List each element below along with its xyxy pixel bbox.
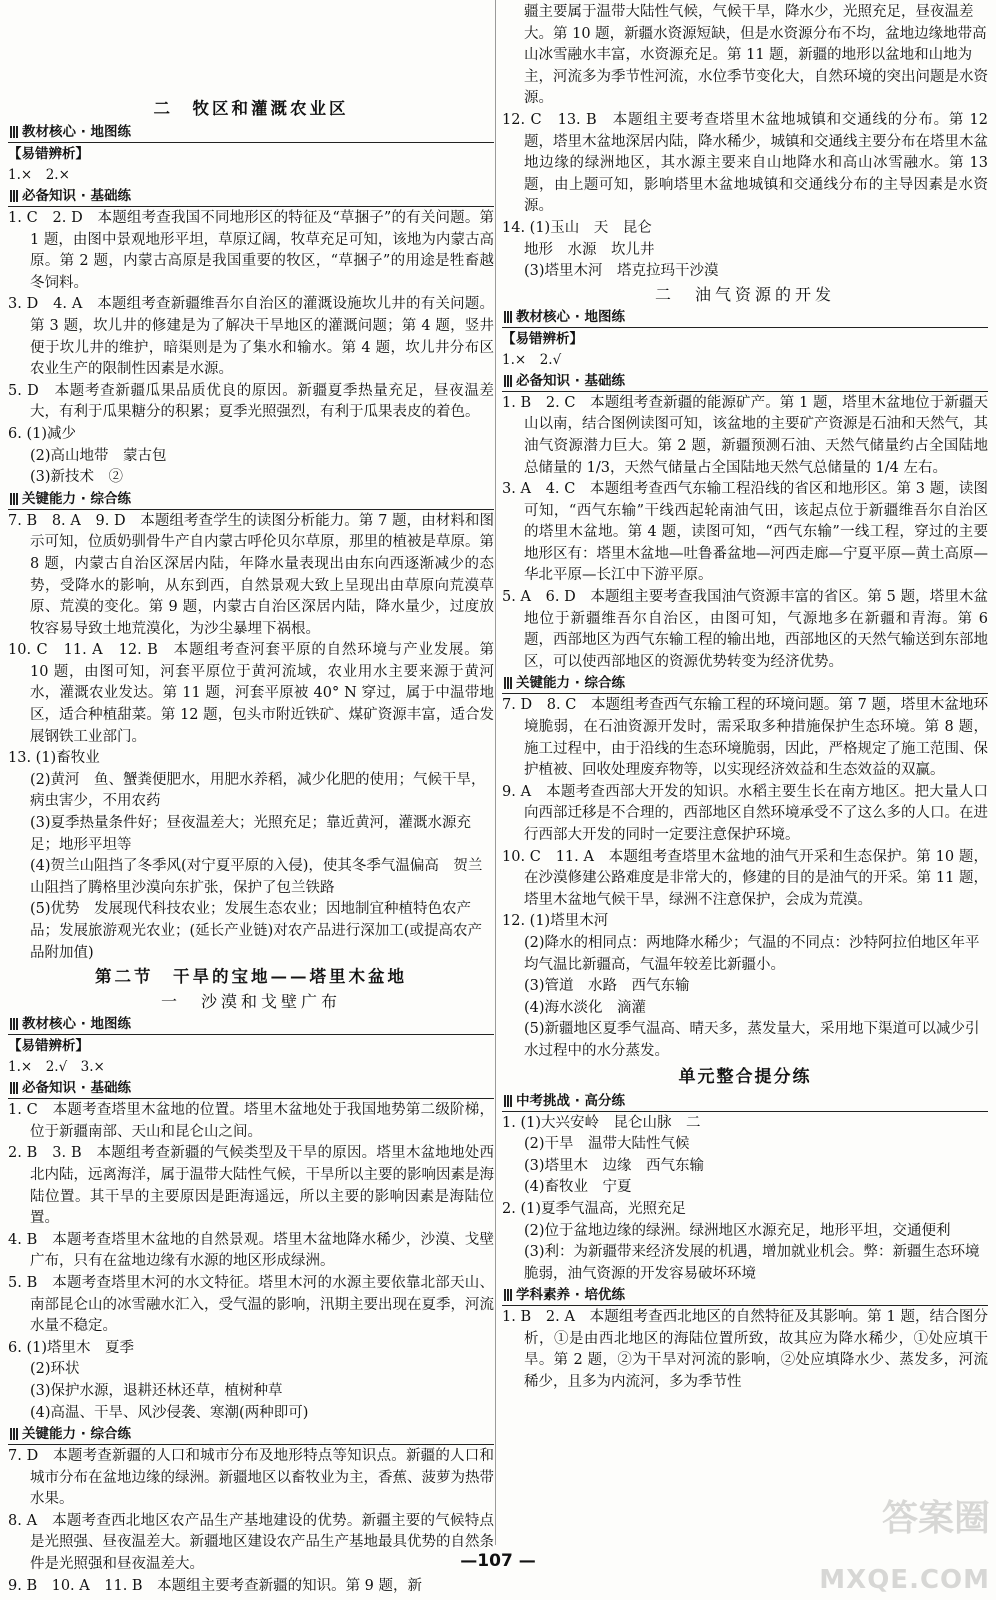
answer-line: 1.× 2.√ 3.× <box>8 1059 105 1076</box>
answer-item: 10. C 11. A 12. B 本题组考查河套平原的自然环境与产业发展。第 10 题，由图可知，河套平原位于黄河流域，农业用水主要来源于黄河水，灌溉农业发达。第 11 题，河套平原被 40° N 穿过，属于中温带地区，适合种植甜菜。第 12 题，包头市附近铁矿、煤矿资源丰富，适合发展钢铁工业部门。 <box>8 642 494 745</box>
page-number: —107 — <box>460 1551 536 1571</box>
sub-title: 二 油气资源的开发 <box>654 284 835 304</box>
answer-item: 8. A 本题考查西北地区农产品生产基地建设的优势。新疆主要的气候特点是光照强、昼夜温差大。新疆地区建设农产品生产基地最具优势的自然条件是光照强和昼夜温差大。 <box>8 1512 494 1573</box>
watermark-url: MXQE.COM <box>819 1565 990 1596</box>
answer-item: 9. B 10. A 11. B 本题组主要考查新疆的知识。第 9 题，新 <box>8 1577 423 1594</box>
answer-line: 1.× 2.× <box>8 167 70 183</box>
section-title: 第二节 干旱的宝地——塔里木盆地 <box>95 967 407 987</box>
answer-subitem: (3)塔里木 边缘 西气东输 <box>524 1157 705 1174</box>
section-bar: 关键能力 · 综合练 <box>8 489 494 510</box>
answer-item: 4. B 本题考查塔里木盆地的自然景观。塔里木盆地降水稀少，沙漠、戈壁广布，只有在盆地边缘有水源的地区形成绿洲。 <box>8 1231 494 1270</box>
answer-item: 14. (1)玉山 天 昆仑 <box>502 219 652 236</box>
answer-item: 12. C 13. B 本题组主要考查塔里木盆地城镇和交通线的分布。第 12 题，塔里木盆地深居内陆，降水稀少，城镇和交通线主要分布在塔里木盆地边缘的绿洲地区，其水源主要来自山地降水和高山冰雪融水。第 13 题，由上题可知，影响塔里木盆地城镇和交通线分布的主导因素是水资源。 <box>502 111 988 215</box>
section-bar: 教材核心 · 地图练 <box>8 1014 494 1035</box>
answer-item: 6. (1)减少 <box>8 425 76 442</box>
answer-subitem: (2)高山地带 蒙古包 <box>30 447 167 464</box>
answer-item: 3. A 4. C 本题组考查西气东输工程沿线的省区和地形区。第 3 题，读图可知，“西气东输”干线西起轮南油气田，该起点位于新疆维吾尔自治区的塔里木盆地。第 4 题，读图可知，“西气东输”一线工程，穿过的主要地形区有：塔里木盆地—吐鲁番盆地—河西走廊—宁夏平原—黄土高原—华北平原—长江中下游平原。 <box>502 481 988 584</box>
section-bar: 关键能力 · 综合练 <box>8 1424 494 1445</box>
left-column <box>8 0 494 1597</box>
answer-item: 1. C 2. D 本题组考查我国不同地形区的特征及“草捆子”的有关问题。第 1 题，由图中景观地形平坦，草原辽阔，牧草充足可知，该地为内蒙古高原。第 2 题，内蒙古高原是我国重要的牧区，“草捆子”的用途是牲畜越冬饲料。 <box>8 210 494 291</box>
answer-subitem: (3)保护水源，退耕还林还草，植树种草 <box>30 1382 283 1399</box>
error-analysis-tag: 【易错辨析】 <box>8 1038 89 1055</box>
answer-item: 5. B 本题考查塔里木河的水文特征。塔里木河的水源主要依靠北部天山、南部昆仑山的冰雪融水汇入，受气温的影响，汛期主要出现在夏季，河流水量不稳定。 <box>8 1274 494 1335</box>
answer-item: 5. A 6. D 本题组主要考查我国油气资源丰富的省区。第 5 题，塔里木盆地位于新疆维吾尔自治区，由图可知，气源地多在新疆和青海。第 6 题，西部地区为西气东输工程的输出地，西部地区的天然气输送到东部地区，可以使西部地区的资源优势转变为经济优势。 <box>502 589 988 670</box>
section-bar: 教材核心 · 地图练 <box>8 122 494 143</box>
unit-title: 单元整合提分练 <box>678 1066 812 1087</box>
answer-subitem: (3)管道 水路 西气东输 <box>524 978 690 995</box>
answer-subitem: (4)高温、干旱、风沙侵袭、寒潮(两种即可) <box>30 1404 309 1421</box>
answer-subitem: (3)夏季热量条件好；昼夜温差大；光照充足；靠近黄河，灌溉水源充足；地形平坦等 <box>30 815 472 853</box>
answer-subitem: (5)新疆地区夏季气温高、晴天多，蒸发量大，采用地下渠道可以减少引水过程中的水分蒸发。 <box>524 1021 980 1059</box>
answer-subitem: (3)新技术 ② <box>30 469 124 486</box>
answer-item: 6. (1)塔里木 夏季 <box>8 1339 134 1356</box>
answer-item: 2. B 3. B 本题组考查新疆的气候类型及干旱的原因。塔里木盆地地处西北内陆，远离海洋，属于温带大陆性气候，干旱所以主要的影响因素是海陆位置。其干旱的主要原因是距海遥远，所以主要的影响因素是海陆位置。 <box>8 1145 494 1227</box>
answer-item: 7. D 本题考查新疆的人口和城市分布及地形特点等知识点。新疆的人口和城市分布在盆地边缘的绿洲。新疆地区以畜牧业为主，香蕉、菠萝为热带水果。 <box>8 1448 494 1508</box>
answer-subitem: (4)贺兰山阻挡了冬季风(对宁夏平原的入侵)，使其冬季气温偏高 贺兰山阻挡了腾格里沙漠向东扩张，保护了包兰铁路 <box>30 858 483 896</box>
section-bar: 学科素养 · 培优练 <box>502 1285 988 1306</box>
answer-item: 3. D 4. A 本题组考查新疆维吾尔自治区的灌溉设施坎儿井的有关问题。第 3 题，坎儿井的修建是为了解决干旱地区的灌溉问题；第 4 题，竖井便于坎儿井的维护，暗渠则是为了集水和输水。第 4 题，坎儿井分布区农业生产的限制性因素是水源。 <box>8 296 494 378</box>
section-bar: 中考挑战 · 高分练 <box>502 1091 988 1112</box>
answer-subitem: (2)降水的相同点：两地降水稀少；气温的不同点：沙特阿拉伯地区年平均气温比新疆高，气温年较差比新疆小。 <box>524 934 980 973</box>
watermark <box>790 1498 990 1596</box>
answer-subitem: (4)畜牧业 宁夏 <box>524 1179 632 1196</box>
section-heading: 二 牧区和灌溉农业区 <box>153 99 349 118</box>
answer-item: 12. (1)塔里木河 <box>502 913 609 930</box>
answer-item: 7. B 8. A 9. D 本题组考查学生的读图分析能力。第 7 题，由材料和图示可知，位质奶驯骨牛产自内蒙古呼伦贝尔草原，那里的植被是草原。第 8 题，内蒙古自治区深居内陆，年降水量表现出由东向西逐渐减少的态势，受降水的影响，从东到西，自然景观大致上呈现出由草原向荒漠草原、荒漠的变化。第 9 题，内蒙古自治区深居内陆，降水量少，过度放牧容易导致土地荒漠化，为沙尘暴埋下祸根。 <box>8 512 494 637</box>
answer-subitem: (4)海水淡化 滴灌 <box>524 999 647 1016</box>
error-analysis-tag: 【易错辨析】 <box>8 146 89 162</box>
answer-subitem: (2)位于盆地边缘的绿洲。绿洲地区水源充足，地形平坦，交通便利 <box>524 1222 951 1239</box>
answer-item: 13. (1)畜牧业 <box>8 750 100 767</box>
answer-item: 1. (1)大兴安岭 昆仑山脉 二 <box>502 1114 701 1131</box>
sub-title: 一 沙漠和戈壁广布 <box>160 992 341 1012</box>
answer-item: 10. C 11. A 本题组考查塔里木盆地的油气开采和生态保护。第 10 题，在沙漠修建公路难度是非常大的，修建的目的是油气的开采。第 11 题，塔里木盆地气候干旱，绿洲不注意保护，会成为荒漠。 <box>502 848 988 908</box>
section-bar: 必备知识 · 基础练 <box>502 371 988 392</box>
watermark-logo: 答案圈 <box>881 1498 990 1539</box>
right-column <box>502 0 988 1394</box>
answer-subitem: (3)塔里木河 塔克拉玛干沙漠 <box>524 263 719 280</box>
answer-subitem: 地形 水源 坎儿井 <box>524 241 655 258</box>
answer-subitem: (2)环状 <box>30 1361 80 1378</box>
section-bar: 必备知识 · 基础练 <box>8 186 494 207</box>
answer-item: 1. C 本题考查塔里木盆地的位置。塔里木盆地处于我国地势第二级阶梯，位于新疆南部、天山和昆仑山之间。 <box>8 1102 494 1140</box>
answer-item: 5. D 本题考查新疆瓜果品质优良的原因。新疆夏季热量充足，昼夜温差大，有利于瓜果糖分的积累；夏季光照强烈，有利于瓜果表皮的着色。 <box>8 382 494 421</box>
section-bar: 关键能力 · 综合练 <box>502 673 988 694</box>
error-analysis-tag: 【易错辨析】 <box>502 330 583 347</box>
column-divider <box>495 0 496 1545</box>
answer-subitem: (5)优势 发展现代科技农业；发展生态农业；因地制宜种植特色农产品；发展旅游观光农业；(延长产业链)对农产品进行深加工(或提高农产品附加值) <box>30 901 482 961</box>
answer-line: 1.× 2.√ <box>502 351 562 368</box>
answer-item: 7. D 8. C 本题组考查西气东输工程的环境问题。第 7 题，塔里木盆地环境脆弱，在石油资源开发时，需采取多种措施保护生态环境。第 8 题，施工过程中，由于沿线的生态环境脆弱，因此，严格规定了施工范围、保护植被、回收处理废弃物等，以实现经济效益和生态效益的双赢。 <box>502 697 988 779</box>
section-bar: 必备知识 · 基础练 <box>8 1078 494 1099</box>
answer-subitem: (2)干旱 温带大陆性气候 <box>524 1136 690 1153</box>
answer-item: 2. (1)夏季气温高，光照充足 <box>502 1200 686 1217</box>
answer-item: 1. B 2. C 本题组考查新疆的能源矿产。第 1 题，塔里木盆地位于新疆天山以南，结合图例读图可知，该盆地的主要矿产资源是石油和天然气，其油气资源潜力巨大。第 2 题，新疆预测石油、天然气储量约占全国陆地总储量的 1/3，天然气储量占全国陆地天然气总储量的 1/4 左右。 <box>502 394 988 476</box>
answer-item: 9. A 本题考查西部大开发的知识。水稻主要生长在南方地区。把大量人口向西部迁移是不合理的，西部地区自然环境承受不了这么多的人口。在进行西部大开发的同时一定要注意保护环境。 <box>502 783 988 843</box>
answer-subitem: (3)利：为新疆带来经济发展的机遇，增加就业机会。弊：新疆生态环境脆弱，油气资源的开发容易破坏环境 <box>524 1244 980 1282</box>
section-bar: 教材核心 · 地图练 <box>502 307 988 328</box>
answer-subitem: (2)黄河 鱼、蟹粪便肥水，用肥水养稻，减少化肥的使用；气候干旱，病虫害少，不用农药 <box>30 771 486 810</box>
answer-item: 1. B 2. A 本题组考查西北地区的自然特征及其影响。第 1 题，结合图分析，①是由西北地区的海陆位置所致，故其应为降水稀少，①处应填干旱。第 2 题，②为干旱对河流的影响，②处应填降水少、蒸发多，河流稀少，且多为内流河，多为季节性 <box>502 1309 988 1391</box>
answer-continuation: 疆主要属于温带大陆性气候，气候干旱，降水少，光照充足，昼夜温差大。第 10 题，新疆水资源短缺，但是水资源分布不均，盆地边缘地带高山冰雪融水丰富，水资源充足。第 11 题，新疆的地形以盆地和山地为主，河流多为季节性河流，水位季节变化大，自然环境的突出问题是水资源。 <box>524 4 988 107</box>
